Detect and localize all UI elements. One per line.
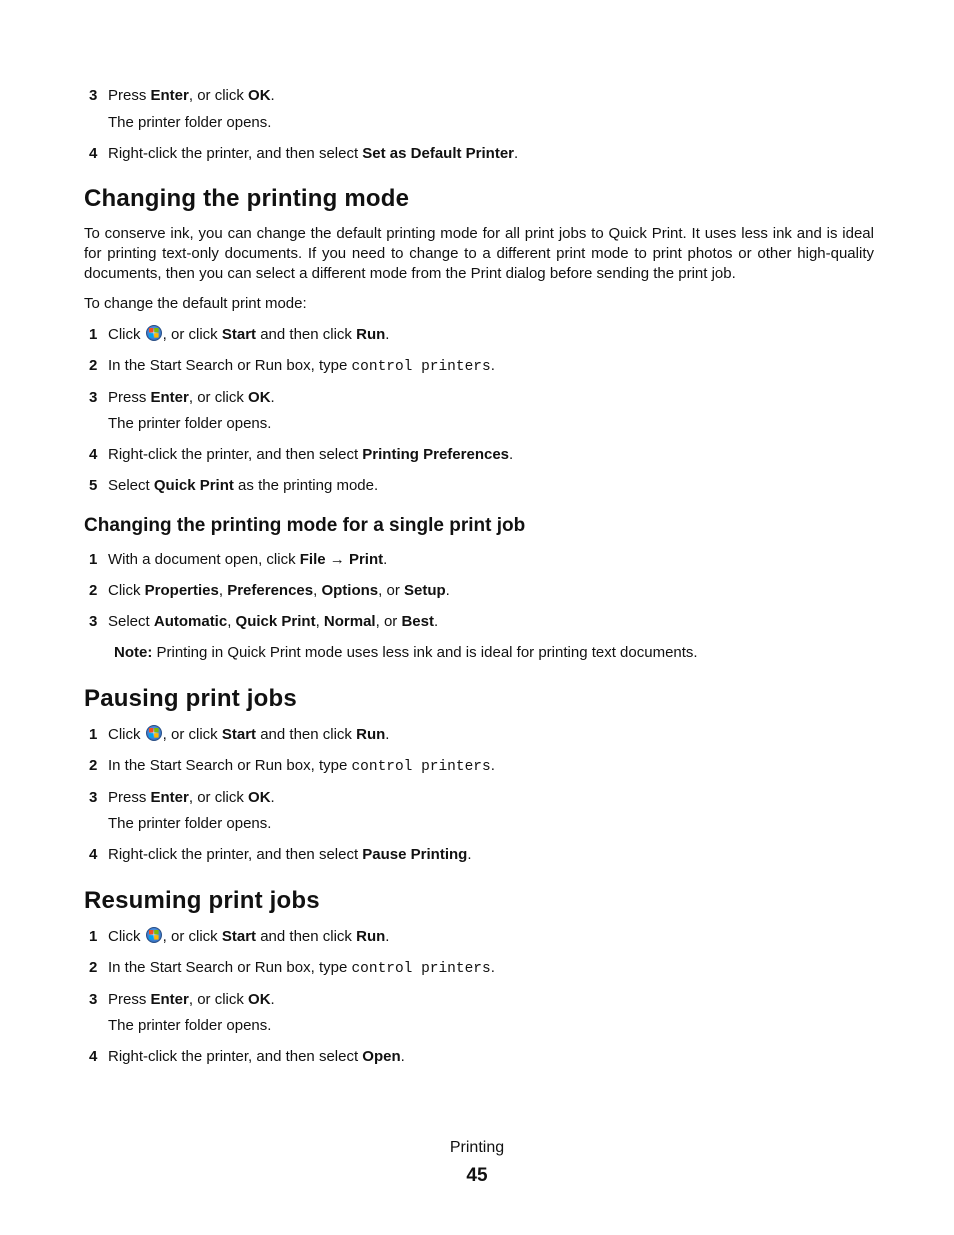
step-press-enter: 3 Press Enter, or click OK. xyxy=(89,789,275,806)
footer-section-title: Printing xyxy=(449,1139,505,1156)
windows-start-icon xyxy=(146,927,162,943)
step-click-start: 1 Click , or click Start and then click Run. xyxy=(89,326,390,343)
step-press-enter: 3 Press Enter, or click OK. xyxy=(89,991,275,1008)
step-press-enter: 3 Press Enter, or click OK. xyxy=(89,389,275,406)
note: Note: Printing in Quick Print mode uses less ink and is ideal for printing text documents. xyxy=(114,644,698,661)
code-command: control printers xyxy=(351,961,491,977)
heading-changing-mode: Changing the printing mode xyxy=(84,185,410,212)
step-pause-printing: 4 Right-click the printer, and then select Pause Printing. xyxy=(89,846,472,863)
step-select-mode: 3 Select Automatic, Quick Print, Normal, or Best. xyxy=(89,613,439,630)
heading-pausing: Pausing print jobs xyxy=(84,685,297,712)
step-result: The printer folder opens. xyxy=(108,114,272,131)
step-click-start: 1 Click , or click Start and then click Run. xyxy=(89,726,390,743)
step-select-quick-print: 5 Select Quick Print as the printing mode. xyxy=(89,477,379,494)
step-file-print: 1 With a document open, click File → Print. xyxy=(89,551,388,568)
page-number: 45 xyxy=(466,1165,488,1186)
arrow-right-icon: → xyxy=(325,551,349,568)
step-type-command: 2 In the Start Search or Run box, type control printers. xyxy=(89,357,495,375)
step-type-command: 2 In the Start Search or Run box, type control printers. xyxy=(89,959,495,977)
windows-start-icon xyxy=(146,325,162,341)
code-command: control printers xyxy=(351,759,491,775)
windows-start-icon xyxy=(146,725,162,741)
heading-single-job: Changing the printing mode for a single print job xyxy=(84,515,526,536)
heading-resuming: Resuming print jobs xyxy=(84,887,320,914)
paragraph-conserve-ink: To conserve ink, you can change the default printing mode for all print jobs to Quick Print. It uses less ink and is ideal for printing text-only documents. If you need to change to a different print mode to print photos or other high-quality documents, then you can select a different mode from the Print dialog before sending the print job. xyxy=(84,225,874,282)
paragraph-lead: To change the default print mode: xyxy=(84,295,307,312)
step-type-command: 2 In the Start Search or Run box, type control printers. xyxy=(89,757,495,775)
step-result: The printer folder opens. xyxy=(108,415,272,432)
step-set-default: 4 Right-click the printer, and then select Set as Default Printer. xyxy=(89,145,519,162)
step-printing-preferences: 4 Right-click the printer, and then select Printing Preferences. xyxy=(89,446,514,463)
step-result: The printer folder opens. xyxy=(108,815,272,832)
step-click-properties: 2 Click Properties, Preferences, Options, or Setup. xyxy=(89,582,450,599)
code-command: control printers xyxy=(351,359,491,375)
step-press-enter: 3 Press Enter, or click OK. xyxy=(89,87,275,104)
step-result: The printer folder opens. xyxy=(108,1017,272,1034)
step-click-start: 1 Click , or click Start and then click Run. xyxy=(89,928,390,945)
step-open: 4 Right-click the printer, and then select Open. xyxy=(89,1048,405,1065)
